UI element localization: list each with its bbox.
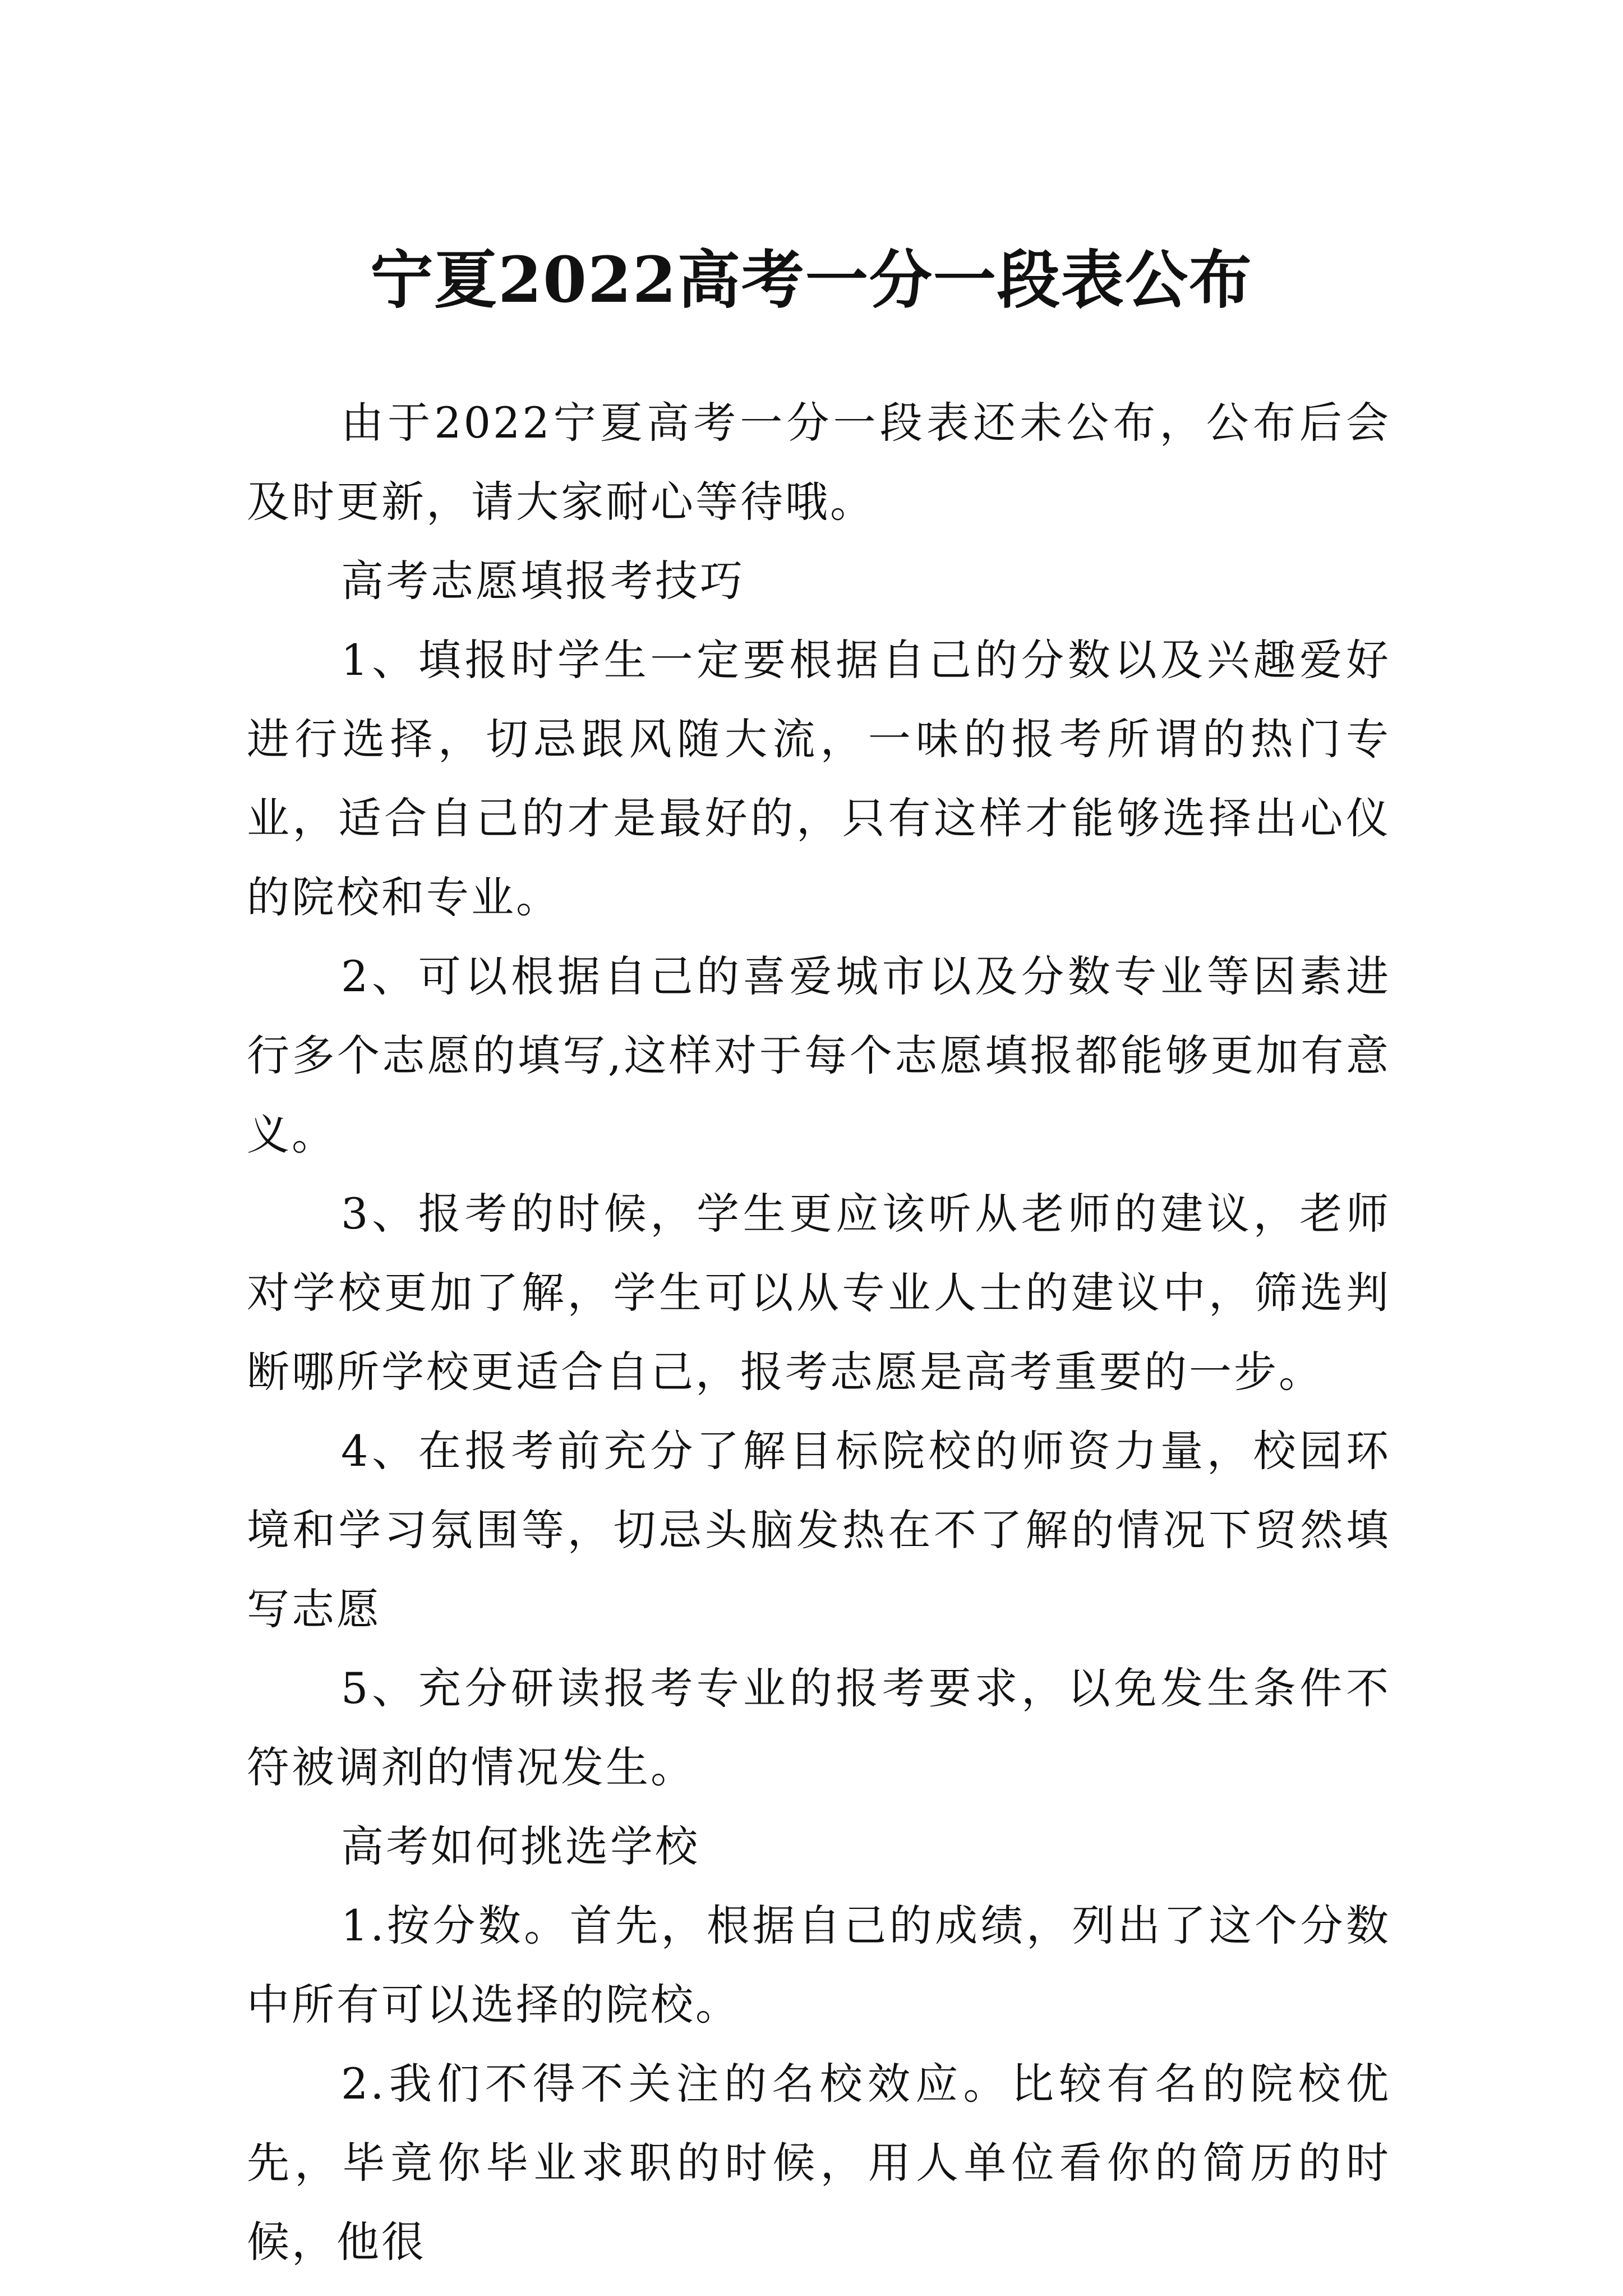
paragraph-tip-1: 1、填报时学生一定要根据自己的分数以及兴趣爱好进行选择，切忌跟风随大流，一味的报考所谓的热门专业，适合自己的才是最好的，只有这样才能够选择出心仪的院校和专业。: [247, 635, 1391, 922]
paragraph-tip-2: 2、可以根据自己的喜爱城市以及分数专业等因素进行多个志愿的填写,这样对于每个志愿填报都能够更加有意义。: [247, 951, 1391, 1159]
document-body: [247, 383, 1391, 2281]
section-heading-tips: 高考志愿填报考技巧: [341, 556, 745, 606]
paragraph-tip-4: 4、在报考前充分了解目标院校的师资力量，校园环境和学习氛围等，切忌头脑发热在不了解的情况下贸然填写志愿: [247, 1426, 1391, 1634]
paragraph-selection-2: 2.我们不得不关注的名校效应。比较有名的院校优先，毕竟你毕业求职的时候，用人单位看你的简历的时候，他很: [247, 2059, 1391, 2267]
section-heading-school-selection: 高考如何挑选学校: [341, 1821, 700, 1871]
document-title: 宁夏2022高考一分一段表公布: [370, 243, 1253, 318]
paragraph-selection-1: 1.按分数。首先，根据自己的成绩，列出了这个分数中所有可以选择的院校。: [247, 1901, 1391, 2030]
paragraph-tip-3: 3、报考的时候，学生更应该听从老师的建议，老师对学校更加了解，学生可以从专业人士的建议中，筛选判断哪所学校更适合自己，报考志愿是高考重要的一步。: [247, 1189, 1391, 1397]
paragraph-tip-5: 5、充分研读报考专业的报考要求，以免发生条件不符被调剂的情况发生。: [247, 1663, 1391, 1792]
paragraph-notice: 由于2022宁夏高考一分一段表还未公布，公布后会及时更新，请大家耐心等待哦。: [247, 398, 1391, 527]
